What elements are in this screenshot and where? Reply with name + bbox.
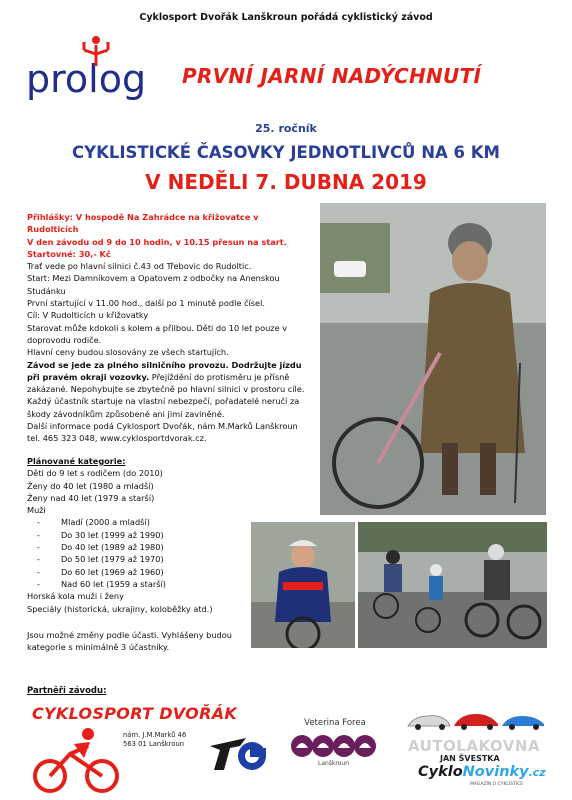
rules-normal: Přejíždění do protisměru je přísně zakázané. Nepohybujte se zbytečně po hlavní silnici v prostoru cíle. Každý účastník startuje na vlastní nebezpečí, pořadatelé neručí za škody závodníkům způsobené ani jimi zaviněné. bbox=[27, 371, 305, 419]
categories bbox=[27, 455, 277, 615]
prizes-info: Hlavní ceny budou slosovány ze všech startujích. bbox=[27, 347, 229, 358]
men-category: - Do 50 let (1979 až 1970) bbox=[37, 554, 164, 565]
category-item: Ženy do 40 let (1980 a mladší) bbox=[27, 480, 154, 491]
category-item: Děti do 9 let s rodičem (do 2010) bbox=[27, 468, 163, 479]
veterina-animals-logo bbox=[290, 732, 380, 760]
finish-info: Cíl: V Rudolticích u křižovatky bbox=[27, 310, 149, 321]
veterina-forea-name: Veterina Forea bbox=[304, 718, 366, 728]
race-headline: CYKLISTICKÉ ČASOVKY JEDNOTLIVCŮ NA 6 KM bbox=[72, 143, 500, 162]
cyklonovinky-logo bbox=[418, 764, 546, 780]
cyklosport-address bbox=[123, 731, 186, 749]
edition: 25. ročník bbox=[255, 122, 317, 135]
cyklonovinky-part2: Novinky bbox=[462, 764, 529, 780]
cars-graphic bbox=[406, 708, 546, 732]
cyklonovinky-part3: .cz bbox=[528, 766, 546, 779]
men-category: - Nad 60 let (1959 a starší) bbox=[37, 578, 166, 589]
changes-note: Jsou možné změny podle účasti. Vyhlášeny budou kategorie s minimálně 3 účastníky. bbox=[27, 630, 232, 653]
race-info bbox=[27, 211, 312, 445]
category-item: Speciály (historická, ukrajiny, koloběžky atd.) bbox=[27, 603, 213, 614]
partners-title: Partněři závodu: bbox=[27, 686, 107, 696]
category-item: Muži bbox=[27, 505, 46, 516]
address-line: 563 01 Lanškroun bbox=[123, 740, 185, 748]
cyklosport-dvorak-logo-text: CYKLOSPORT DVOŘÁK bbox=[32, 704, 238, 723]
prolog-logo bbox=[24, 30, 174, 110]
registration-place: Přihlášky: V hospodě Na Zahrádce na křižovatce v Rudolticích bbox=[27, 212, 259, 235]
men-category: - Do 60 let (1969 až 1960) bbox=[37, 566, 164, 577]
men-category: - Mladí (2000 a mladší) bbox=[37, 517, 150, 528]
categories-title: Plánované kategorie: bbox=[27, 456, 126, 466]
organizer-line: Cyklosport Dvořák Lanškroun pořádá cyklistický závod bbox=[139, 12, 433, 23]
cyklonovinky-part1: Cyklo bbox=[418, 764, 463, 780]
category-item: Horská kola muži i ženy bbox=[27, 591, 124, 602]
kids-cycling-photo bbox=[358, 522, 547, 648]
autolakovna-name: AUTOLAKOVNA bbox=[408, 737, 541, 755]
contact-info: Další informace podá Cyklosport Dvořák, nám M.Marků Lanškroun tel. 465 323 048, www.cyklosportdvorak.cz. bbox=[27, 421, 298, 444]
category-item: Ženy nad 40 let (1979 a starší) bbox=[27, 492, 155, 503]
men-category: - Do 40 let (1989 až 1980) bbox=[37, 542, 164, 553]
autolakovna-owner: JAN ŠVESTKA bbox=[440, 754, 500, 763]
race-date: V NEDĚLI 7. DUBNA 2019 bbox=[145, 170, 427, 194]
cyklonovinky-tagline: MAGAZÍN O CYKLISTICE bbox=[470, 782, 524, 787]
men-category: - Do 30 let (1999 až 1990) bbox=[37, 529, 164, 540]
vintage-cyclist-photo bbox=[320, 203, 546, 515]
registration-time: V den závodu od 9 do 10 hodin, v 10.15 přesun na start. bbox=[27, 236, 287, 247]
event-name: PRVNÍ JARNÍ NADÝCHNUTÍ bbox=[182, 64, 482, 88]
entry-fee: Startovné: 30,- Kč bbox=[27, 248, 111, 259]
prolog-logo-text: prolog bbox=[26, 57, 147, 101]
start-info: Start: Mezi Damníkovem a Opatovem z odbočky na Anenskou Studánku bbox=[27, 273, 280, 296]
rules-info bbox=[27, 359, 312, 420]
tc-logo bbox=[206, 730, 276, 774]
rules-bold: Závod se jede za plného silničního provozu. Dodržujte jízdu při pravém okraji vozovky. bbox=[27, 359, 302, 382]
route-info: Trať vede po hlavní silnici č.43 od Třebovic do Rudoltic. bbox=[27, 261, 252, 272]
first-start-info: První startující v 11.00 hod., další po 1 minutě podle čísel. bbox=[27, 298, 265, 309]
eligibility-info: Starovat může kdokoli s kolem a přilbou. Děti do 10 let pouze v doprovodu rodiče. bbox=[27, 322, 288, 345]
cyclist-silhouette-icon bbox=[30, 724, 122, 796]
veterina-city: Lanškroun bbox=[318, 760, 350, 767]
address-line: nám. J.M.Marků 46 bbox=[123, 731, 187, 739]
smiling-cyclist-photo bbox=[251, 522, 355, 648]
